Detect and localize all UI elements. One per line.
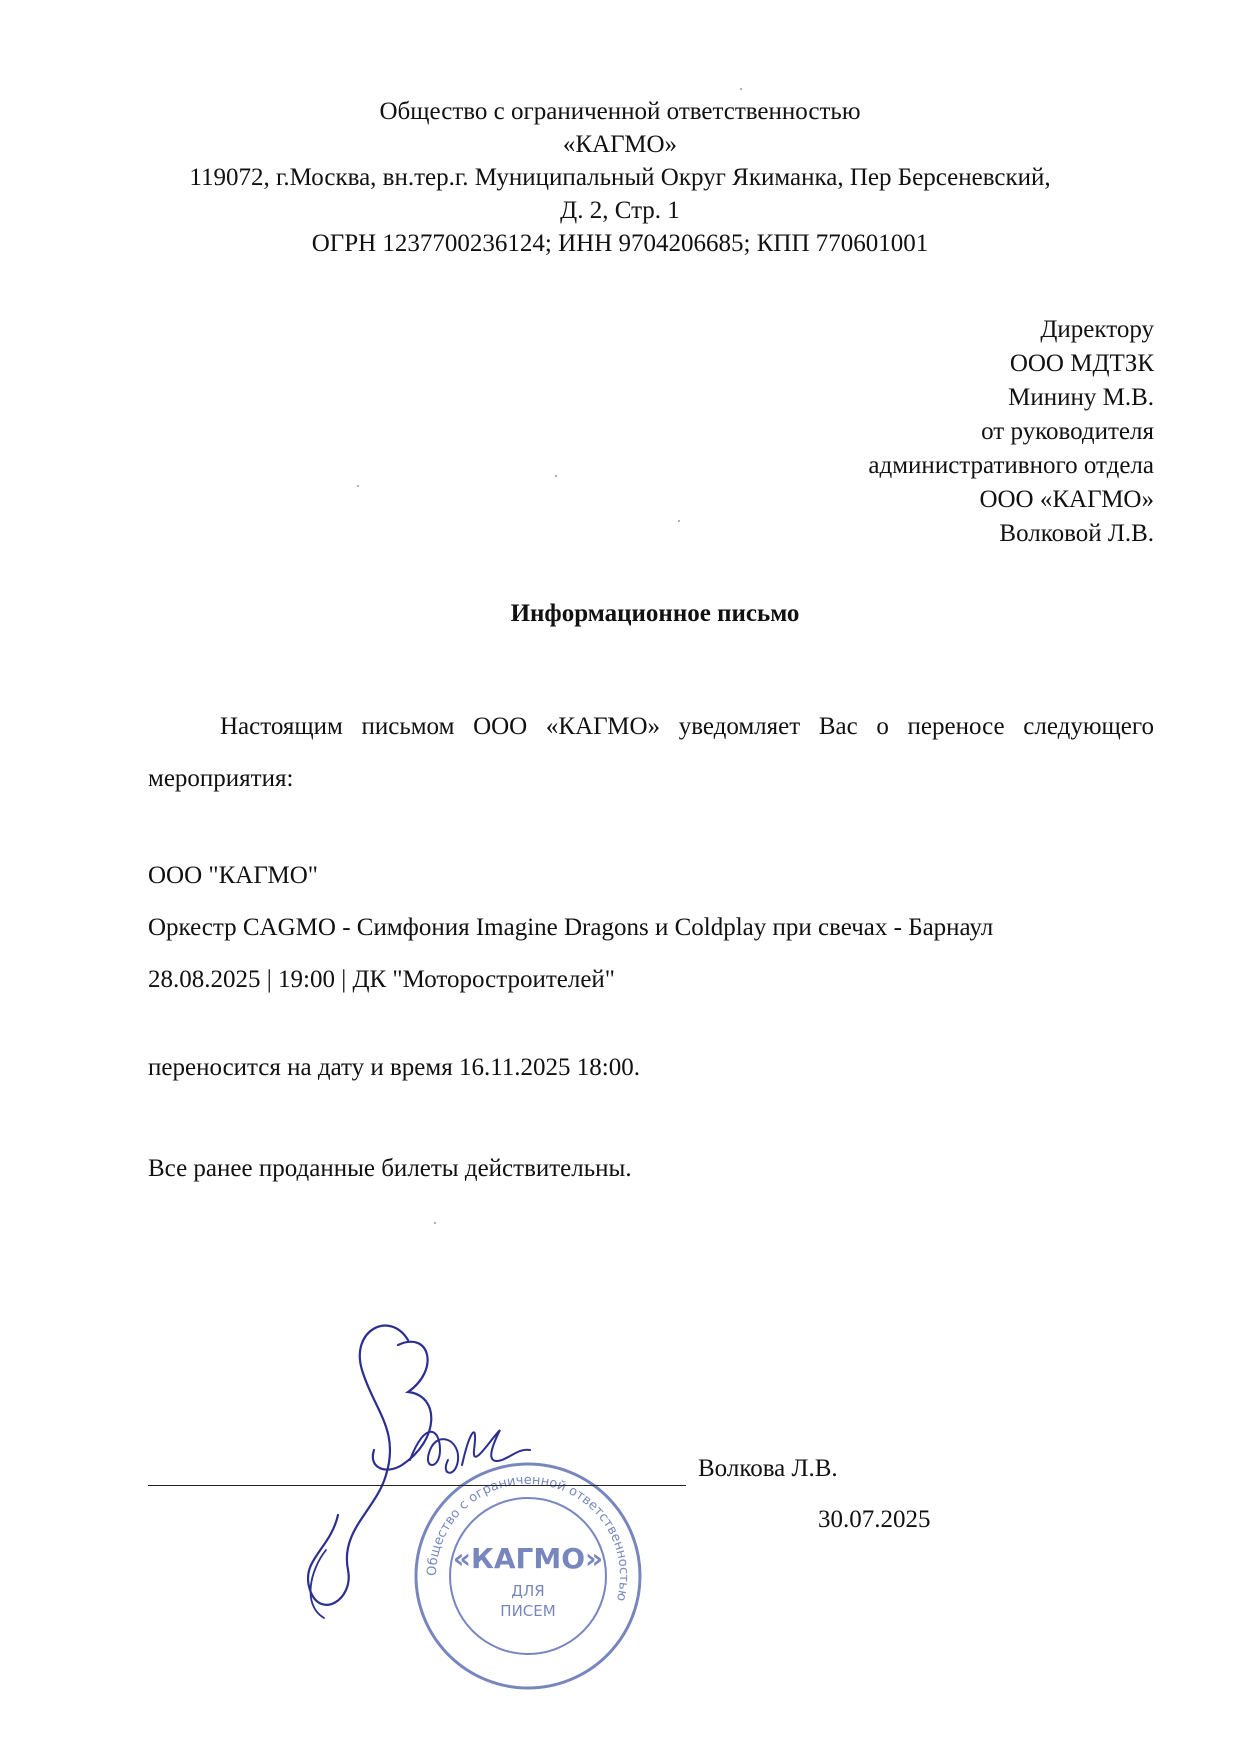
intro-paragraph: Настоящим письмом ООО «КАГМО» уведомляет Вас о переносе следующего мероприятия: (148, 713, 1154, 792)
company-registration-numbers: ОГРН 1237700236124; ИНН 9704206685; КПП 770601001 (311, 230, 929, 257)
signer-name: Волкова Л.В. (698, 1455, 838, 1482)
signature-date: 30.07.2025 (818, 1506, 931, 1533)
event-block (148, 850, 1154, 1006)
company-address: 119072, г.Москва, вн.тер.г. Муниципальный Округ Якиманка, Пер Берсеневский, (189, 164, 1051, 191)
document-title: Информационное письмо (510, 600, 800, 627)
stamp-sub-text-2: ПИСЕМ (500, 1602, 556, 1620)
handwritten-signature (290, 1300, 590, 1630)
sender-department: административного отдела (868, 452, 1154, 479)
postponed-paragraph: переносится на дату и время 16.11.2025 18:00. (148, 1054, 640, 1081)
scan-speck (555, 475, 557, 477)
addressee-block (868, 313, 1154, 551)
addressee-name: Минину М.В. (1008, 384, 1154, 411)
sender-name: Волковой Л.В. (999, 520, 1154, 547)
sender-company: ООО «КАГМО» (979, 486, 1154, 513)
scan-speck (678, 520, 680, 522)
event-details: 28.08.2025 | 19:00 | ДК "Моторостроителей" (148, 966, 616, 993)
addressee-company: ООО МДТЗК (1009, 350, 1154, 377)
scan-speck (740, 88, 742, 90)
event-organizer: ООО "КАГМО" (148, 862, 318, 889)
stamp-sub-text-1: ДЛЯ (511, 1582, 545, 1600)
stamp-ring-text: Общество с ограниченной ответственностью (424, 1472, 632, 1603)
event-name: Оркестр CAGMO - Симфония Imagine Dragons и Coldplay при свечах - Барнаул (148, 914, 994, 941)
sender-from: от руководителя (981, 418, 1154, 445)
company-form: Общество с ограниченной ответственностью (379, 98, 861, 125)
stamp-center-text: «КАГМО» (452, 1542, 604, 1575)
addressee-position: Директору (1040, 316, 1154, 343)
letterhead (100, 95, 1140, 260)
scan-speck (357, 485, 359, 487)
tickets-paragraph: Все ранее проданные билеты действительны. (148, 1155, 632, 1182)
signature-line (148, 1485, 686, 1486)
scan-speck (434, 1222, 436, 1224)
company-name: «КАГМО» (562, 131, 678, 158)
company-address-building: Д. 2, Стр. 1 (560, 197, 680, 224)
